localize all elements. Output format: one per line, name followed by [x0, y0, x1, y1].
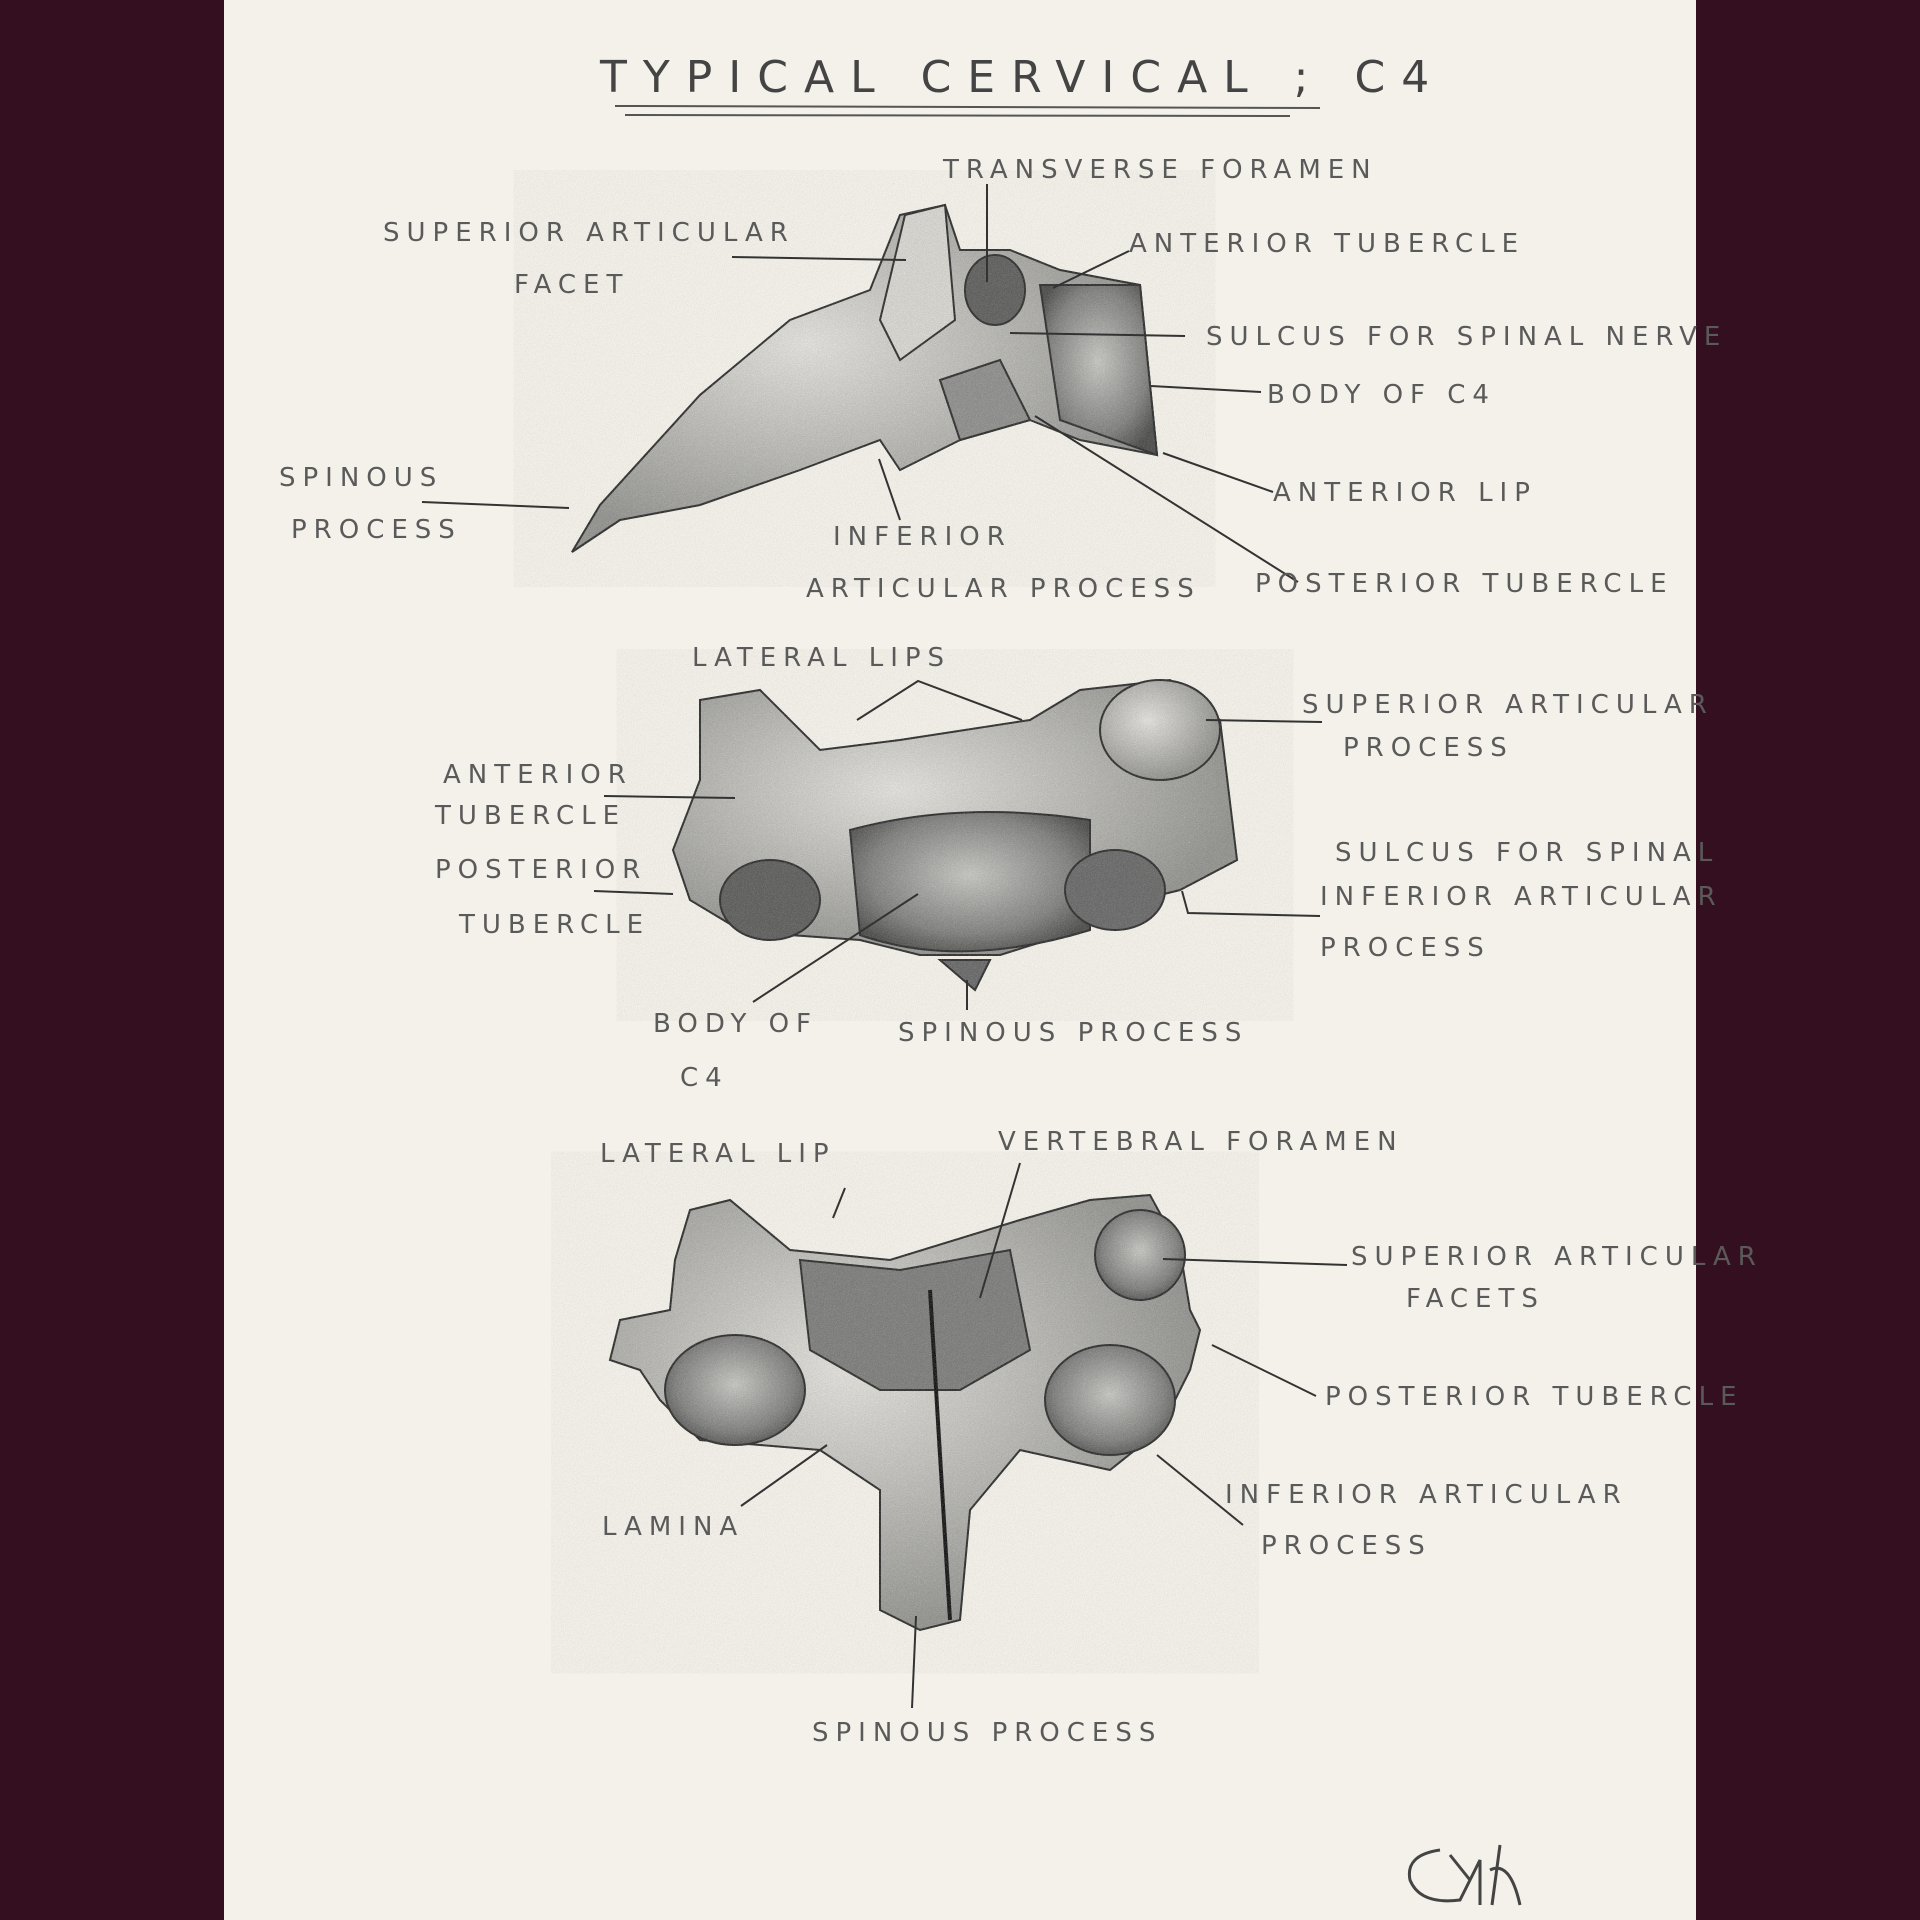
label-posterior-tubercle: POSTERIOR TUBERCLE: [1255, 569, 1674, 599]
label-superior-articular-facets: SUPERIOR ARTICULAR: [1351, 1242, 1763, 1272]
label-anterior-tubercle-2: TUBERCLE: [435, 801, 627, 831]
label-inferior-articular-process-2: PROCESS: [1320, 933, 1491, 963]
label-inferior-articular-process: INFERIOR ARTICULAR: [1320, 882, 1723, 912]
label-vertebral-foramen: VERTEBRAL FORAMEN: [998, 1127, 1404, 1157]
page-title: TYPICAL CERVICAL ; C4: [600, 52, 1446, 103]
label-superior-articular-facet: SUPERIOR ARTICULAR: [383, 218, 795, 248]
label-inferior-articular-process: INFERIOR: [833, 522, 1012, 552]
title-underline: [615, 106, 1320, 108]
label-posterior-tubercle: POSTERIOR: [435, 855, 648, 885]
label-superior-articular-facet-2: FACET: [514, 270, 630, 300]
label-transverse-foramen: TRANSVERSE FORAMEN: [943, 155, 1378, 185]
label-body-of-c4-2: C4: [680, 1063, 729, 1093]
label-spinous-process: SPINOUS PROCESS: [898, 1018, 1249, 1048]
label-inferior-articular-process-2: PROCESS: [1261, 1531, 1432, 1561]
label-body-of-c4: BODY OF C4: [1267, 380, 1496, 410]
label-lamina: LAMINA: [602, 1512, 745, 1542]
label-superior-articular-process: SUPERIOR ARTICULAR: [1302, 690, 1714, 720]
lateral-view-vertebra: [572, 205, 1157, 552]
label-posterior-tubercle-2: TUBERCLE: [459, 910, 651, 940]
label-body-of-c4: BODY OF: [653, 1009, 819, 1039]
anterior-view-vertebra: [673, 680, 1237, 990]
label-spinous-process-2: PROCESS: [291, 515, 462, 545]
label-sulcus-spinal: SULCUS FOR SPINAL: [1335, 838, 1720, 868]
artist-signature: [1409, 1845, 1520, 1905]
label-lateral-lip: LATERAL LIP: [600, 1139, 836, 1169]
label-inferior-articular-process-2: ARTICULAR PROCESS: [806, 574, 1201, 604]
posterior-view-vertebra: [610, 1195, 1200, 1630]
label-posterior-tubercle: POSTERIOR TUBERCLE: [1325, 1382, 1744, 1412]
label-anterior-lip: ANTERIOR LIP: [1273, 478, 1537, 508]
label-sulcus-spinal-nerve: SULCUS FOR SPINAL NERVE: [1206, 322, 1728, 352]
drawing-paper: [224, 0, 1763, 1920]
label-lateral-lips: LATERAL LIPS: [692, 643, 952, 673]
label-superior-articular-facets-2: FACETS: [1406, 1284, 1545, 1314]
label-inferior-articular-process: INFERIOR ARTICULAR: [1225, 1480, 1628, 1510]
label-spinous-process: SPINOUS: [279, 463, 444, 493]
label-spinous-process: SPINOUS PROCESS: [812, 1718, 1163, 1748]
label-anterior-tubercle: ANTERIOR: [443, 760, 633, 790]
label-anterior-tubercle: ANTERIOR TUBERCLE: [1129, 229, 1526, 259]
label-superior-articular-process-2: PROCESS: [1343, 733, 1514, 763]
